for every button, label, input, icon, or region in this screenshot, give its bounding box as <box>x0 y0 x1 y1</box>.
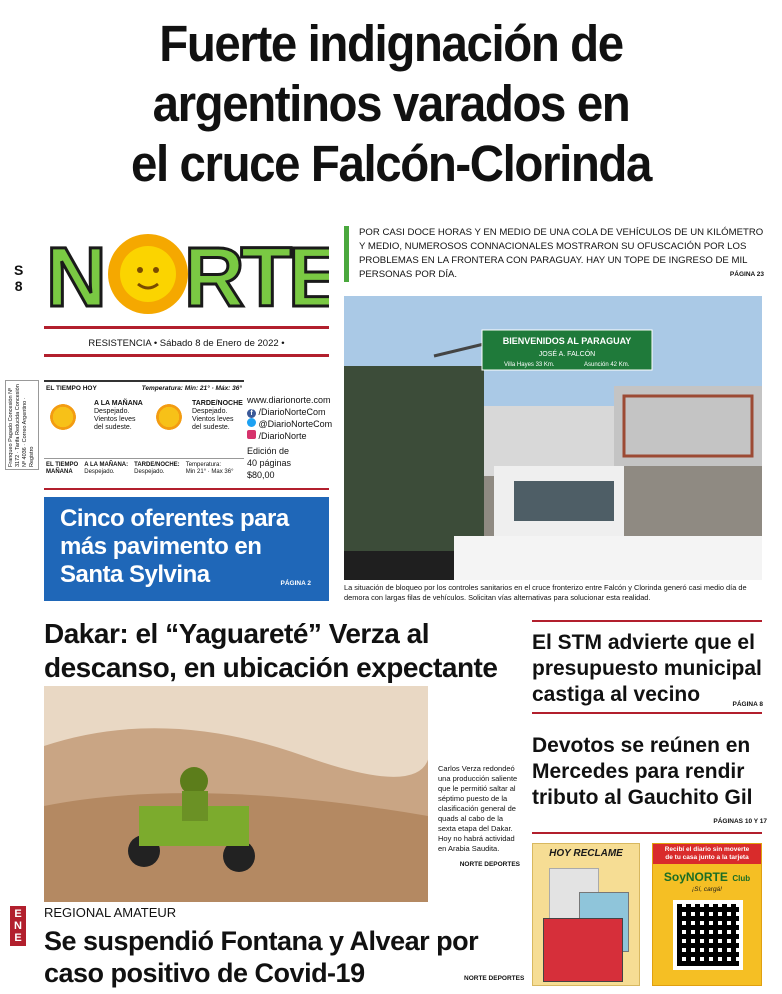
headline-line-3: el cruce Falcón-Clorinda <box>130 135 652 192</box>
sign-subtitle: JOSÉ A. FALCÓN <box>538 351 596 358</box>
weather-row-pm: Despejado. <box>134 469 165 475</box>
dakar-source: NORTE DEPORTES <box>459 861 520 868</box>
blue-story-title: Cinco oferentes para más pavimento en Santa Sylvina <box>60 505 289 588</box>
dakar-caption-text: Carlos Verza redondeó una producción saliente que le permitió saltar al séptimo puesto de la clasificación general de quads al cabo de la sexta etapa del Dakar. Hoy no habrá actividad en Arabia Saudita. <box>438 764 518 853</box>
weather-evening-label: TARDE/NOCHE <box>192 400 243 407</box>
main-headline <box>27 14 754 194</box>
instagram-link[interactable]: /DiarioNorte <box>258 431 307 441</box>
sign-destination-2: Asunción 42 Km. <box>584 362 630 368</box>
weather-row-temp-label: Temperatura: <box>185 462 222 468</box>
stm-page: PÁGINA 8 <box>732 701 763 708</box>
norte-logo <box>44 230 329 318</box>
twitter-icon <box>247 418 256 427</box>
regional-source: NORTE DEPORTES <box>464 975 525 982</box>
section-tab <box>14 262 23 294</box>
edition-line-1: Edición de <box>247 446 290 456</box>
stm-title: El STM advierte que el presupuesto municipal castiga al vecino <box>532 631 762 706</box>
club-brand: SoyNORTE <box>663 870 728 884</box>
dateline-rule <box>44 354 329 357</box>
svg-text:N: N <box>46 230 103 318</box>
club-line-1: Recibí el diario sin moverte <box>664 846 750 853</box>
weather-box <box>44 380 244 480</box>
soy-norte-club-ad[interactable] <box>652 843 762 986</box>
sun-icon <box>50 404 76 430</box>
devotos-rule <box>532 832 762 834</box>
section-tab-number: 8 <box>14 278 23 294</box>
instagram-icon <box>247 430 256 439</box>
facebook-link[interactable]: /DiarioNorteCom <box>258 407 326 417</box>
stm-rule-bottom <box>532 712 762 714</box>
weather-rule <box>44 488 329 490</box>
photo-caption: La situación de bloqueo por los controles sanitarios en el cruce fronterizo entre Falcón y Clorinda generó casi medio día de demora con largas filas de vehículos. Solicitan vías alternativas para solucionar esta realidad. <box>344 583 747 602</box>
masthead-rule <box>44 326 329 329</box>
blue-story-box[interactable] <box>44 497 329 601</box>
weather-row-am: Despejado. <box>84 469 115 475</box>
stm-headline[interactable] <box>532 630 767 718</box>
web-info <box>247 394 337 481</box>
qr-code-icon[interactable] <box>673 900 743 970</box>
sun-icon <box>156 404 182 430</box>
weather-row-pm-label: TARDE/NOCHE: <box>134 462 180 468</box>
postal-strip: Franqueo Pagado Concesión Nº 3172 · Tarifa Reducida Concesión Nº 4036 · Correo Argentino · Registro <box>5 380 39 470</box>
weather-row-label-1: EL TIEMPO <box>46 462 79 468</box>
sign-title: BIENVENIDOS AL PARAGUAY <box>502 336 632 346</box>
club-sub: Club <box>732 874 751 883</box>
dakar-quad-photo <box>44 686 428 902</box>
section-tab-letter: S <box>14 262 24 278</box>
weather-row-label-2: MAÑANA <box>46 469 73 475</box>
edition-line-2: 40 páginas <box>247 458 292 468</box>
hoy-reclame-ad[interactable] <box>532 843 640 986</box>
weather-temps: Temperatura: Min: 21° · Máx: 36° <box>141 385 242 392</box>
facebook-icon: f <box>247 409 256 418</box>
weather-morning-label: A LA MAÑANA <box>94 400 143 407</box>
weather-evening-text: Despejado. Vientos leves del sudeste. <box>192 408 234 431</box>
reclame-magazine-3 <box>543 918 623 982</box>
club-line-2: de tu casa junto a la tarjeta <box>665 854 749 861</box>
dateline: RESISTENCIA • Sábado 8 de Enero de 2022 • <box>88 338 285 349</box>
devotos-title: Devotos se reúnen en Mercedes para rendir tributo al Gauchito Gil <box>532 734 753 809</box>
weather-row-temp: Min 21° · Max 36° <box>185 469 234 475</box>
blue-story-page: PÁGINA 2 <box>280 580 311 587</box>
month-tab-text: ENE <box>12 908 24 944</box>
reclame-title: HOY RECLAME <box>549 848 623 859</box>
headline-line-2: argentinos varados en <box>152 75 630 132</box>
club-slogan: ¡Sí, cargá! <box>692 886 722 893</box>
twitter-link[interactable]: @DiarioNorteCom <box>258 419 333 429</box>
devotos-headline[interactable] <box>532 733 767 835</box>
headline-line-1: Fuerte indignación de <box>159 15 623 72</box>
dakar-headline[interactable]: Dakar: el “Yaguareté” Verza al descanso, en ubicación expectante <box>44 618 498 683</box>
svg-text:RTE: RTE <box>184 230 329 318</box>
sign-destination-1: Villa Hayes 33 Km. <box>504 362 555 368</box>
devotos-page: PÁGINAS 10 Y 17 <box>713 818 767 825</box>
lede-page: PÁGINA 23 <box>729 271 764 278</box>
dakar-caption <box>438 764 520 870</box>
regional-kicker: REGIONAL AMATEUR <box>44 905 177 920</box>
edition-price: $80,00 <box>247 470 275 480</box>
fontana-headline[interactable]: Se suspendió Fontana y Alvear por caso positivo de Covid-19 <box>44 926 479 988</box>
weather-row-am-label: A LA MAÑANA: <box>84 462 129 468</box>
website-link[interactable]: www.diarionorte.com <box>247 395 331 405</box>
border-queue-photo <box>344 296 762 580</box>
stm-rule-top <box>532 620 762 622</box>
lede-text: POR CASI DOCE HORAS Y EN MEDIO DE UNA COLA DE VEHÍCULOS DE UN KILÓMETRO Y MEDIO, NUMEROSOS CONNACIONALES MOSTRARON SU OFUSCACIÓN POR LOS PROBLEMAS EN LA FRONTERA CON PARAGUAY. HAY UN TOPE DE INGRESO DE MIL PERSONAS POR DÍA. <box>359 227 764 280</box>
weather-morning-text: Despejado. Vientos leves del sudeste. <box>94 408 136 431</box>
month-tab <box>10 906 26 946</box>
lede-text-block <box>344 226 764 282</box>
weather-title: EL TIEMPO HOY <box>46 385 97 392</box>
